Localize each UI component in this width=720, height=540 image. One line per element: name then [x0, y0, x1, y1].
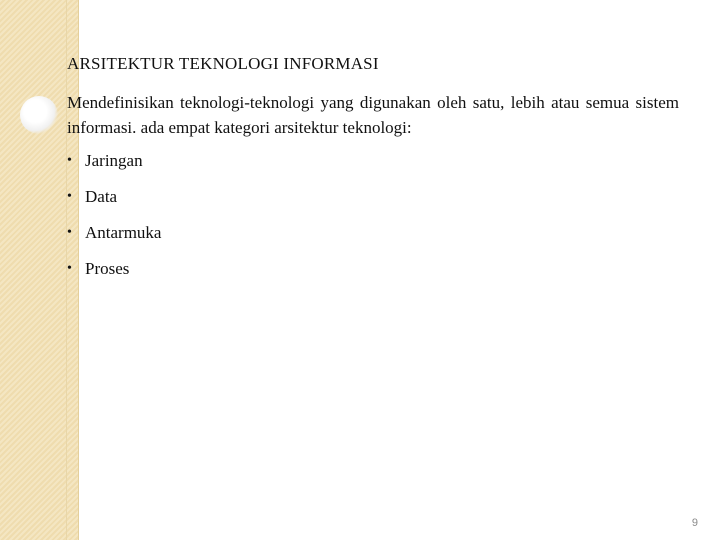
slide-paragraph: Mendefinisikan teknologi-teknologi yang digunakan oleh satu, lebih atau semua sistem informasi. ada empat kategori arsitektur teknologi: [67, 93, 679, 137]
slide-title: ARSITEKTUR TEKNOLOGI INFORMASI [67, 54, 379, 73]
bullet-icon: • [67, 261, 72, 276]
bullet-icon: • [67, 189, 72, 204]
bullet-label: Jaringan [85, 151, 143, 170]
list-item [67, 150, 161, 186]
bullet-label: Data [85, 187, 118, 206]
bullet-icon: • [67, 153, 72, 168]
bullet-list [67, 150, 161, 294]
decorative-orb [20, 96, 58, 134]
page-number: 9 [691, 517, 698, 529]
bullet-label: Antarmuka [85, 223, 162, 242]
list-item [67, 258, 161, 294]
bullet-label: Proses [85, 259, 130, 278]
list-item [67, 222, 161, 258]
bullet-icon: • [67, 225, 72, 240]
list-item [67, 186, 161, 222]
